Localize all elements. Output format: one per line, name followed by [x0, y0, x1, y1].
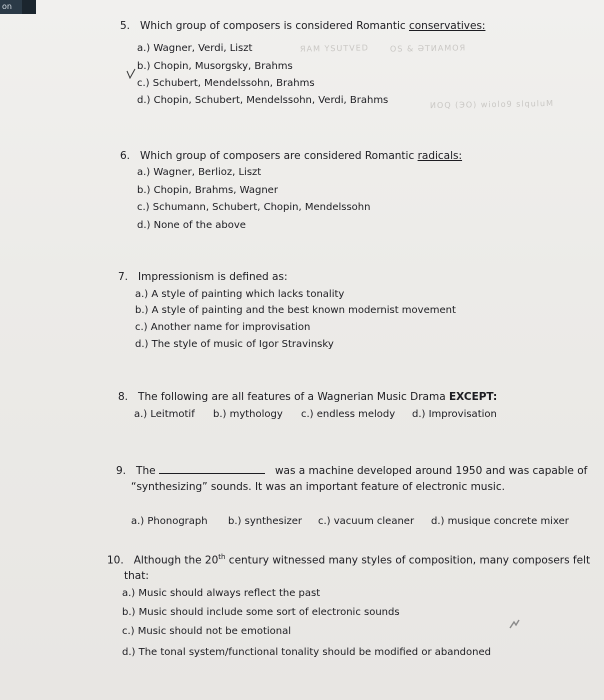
question-10-option-c: c.) Music should not be emotional: [122, 626, 292, 637]
question-6-number: 6.: [120, 150, 131, 162]
question-10-option-b: b.) Music should include some sort of electronic sounds: [122, 607, 400, 618]
question-7-option-c: c.) Another name for improvisation: [135, 322, 311, 333]
pencil-check-icon: [126, 68, 136, 80]
question-6-option-a: a.) Wagner, Berlioz, Liszt: [137, 167, 262, 178]
question-10-option-d: d.) The tonal system/functional tonality should be modified or abandoned: [122, 647, 491, 658]
question-6-option-d: d.) None of the above: [137, 220, 246, 231]
question-5-text: Which group of composers is considered Romantic: [140, 20, 409, 32]
question-9-option-b: b.) synthesizer: [228, 516, 302, 527]
question-10-line-2: that:: [124, 570, 149, 582]
question-7-text: Impressionism is defined as:: [138, 271, 288, 283]
question-5: [120, 20, 485, 32]
question-7-number: 7.: [118, 271, 129, 283]
question-7-option-a: a.) A style of painting which lacks tonality: [135, 289, 345, 300]
question-8-number: 8.: [118, 391, 129, 403]
question-5-number: 5.: [120, 20, 131, 32]
question-10: [107, 553, 590, 567]
question-5-option-d: d.) Chopin, Schubert, Mendelssohn, Verdi, Brahms: [137, 95, 389, 106]
question-5-keyword: conservatives:: [408, 20, 486, 32]
question-8-option-c: c.) endless melody: [301, 409, 396, 420]
question-9-blank: [159, 463, 265, 474]
question-7: [118, 271, 288, 283]
question-7-option-b: b.) A style of painting and the best known modernist movement: [135, 305, 456, 316]
question-9-text-end: was a machine developed around 1950 and was capable of: [274, 465, 588, 477]
question-10-text-end: century witnessed many styles of composition, many composers felt: [225, 554, 591, 567]
question-7-option-d: d.) The style of music of Igor Stravinsky: [135, 339, 334, 350]
question-6-keyword: radicals:: [417, 150, 463, 162]
question-5-option-b: b.) Chopin, Musorgsky, Brahms: [137, 61, 293, 72]
question-8-option-d: d.) Improvisation: [412, 409, 497, 420]
question-6-option-b: b.) Chopin, Brahms, Wagner: [137, 185, 278, 196]
question-10-superscript: th: [218, 553, 226, 561]
question-8-text: The following are all features of a Wagnerian Music Drama: [138, 391, 449, 403]
question-6-text: Which group of composers are considered Romantic: [140, 150, 418, 162]
question-6: [120, 150, 462, 162]
watermark-line-3: ИОQ (ЭО) wiolo9 slquluM: [429, 98, 555, 111]
question-5-option-a: a.) Wagner, Verdi, Liszt: [137, 43, 253, 54]
question-9-option-c: c.) vacuum cleaner: [318, 516, 415, 527]
smudge-mark-icon: [508, 618, 520, 630]
question-10-text-start: Although the 20: [133, 554, 219, 567]
watermark-line-1: ЯАМ YSUTVED: [299, 43, 369, 54]
question-9-text-start: The: [136, 465, 156, 477]
question-9-option-d: d.) musique concrete mixer: [431, 516, 569, 527]
question-8: [118, 391, 497, 403]
question-8-option-b: b.) mythology: [213, 409, 283, 420]
question-5-option-c: c.) Schubert, Mendelssohn, Brahms: [137, 78, 315, 89]
question-9-option-a: a.) Phonograph: [131, 516, 208, 527]
question-8-except: EXCEPT:: [448, 391, 498, 403]
question-10-option-a: a.) Music should always reflect the past: [122, 588, 321, 599]
question-9: [116, 463, 587, 477]
question-9-number: 9.: [116, 465, 127, 477]
question-9-line-2: “synthesizing” sounds. It was an important feature of electronic music.: [131, 481, 505, 493]
question-8-option-a: a.) Leitmotif: [134, 409, 195, 420]
question-6-option-c: c.) Schumann, Schubert, Chopin, Mendelssohn: [137, 202, 371, 213]
corner-dark-block: [22, 0, 36, 14]
question-10-number: 10.: [107, 554, 124, 567]
watermark-line-2: OS & ӘТИAMOЯ: [389, 43, 467, 54]
corner-label: on: [0, 0, 22, 14]
